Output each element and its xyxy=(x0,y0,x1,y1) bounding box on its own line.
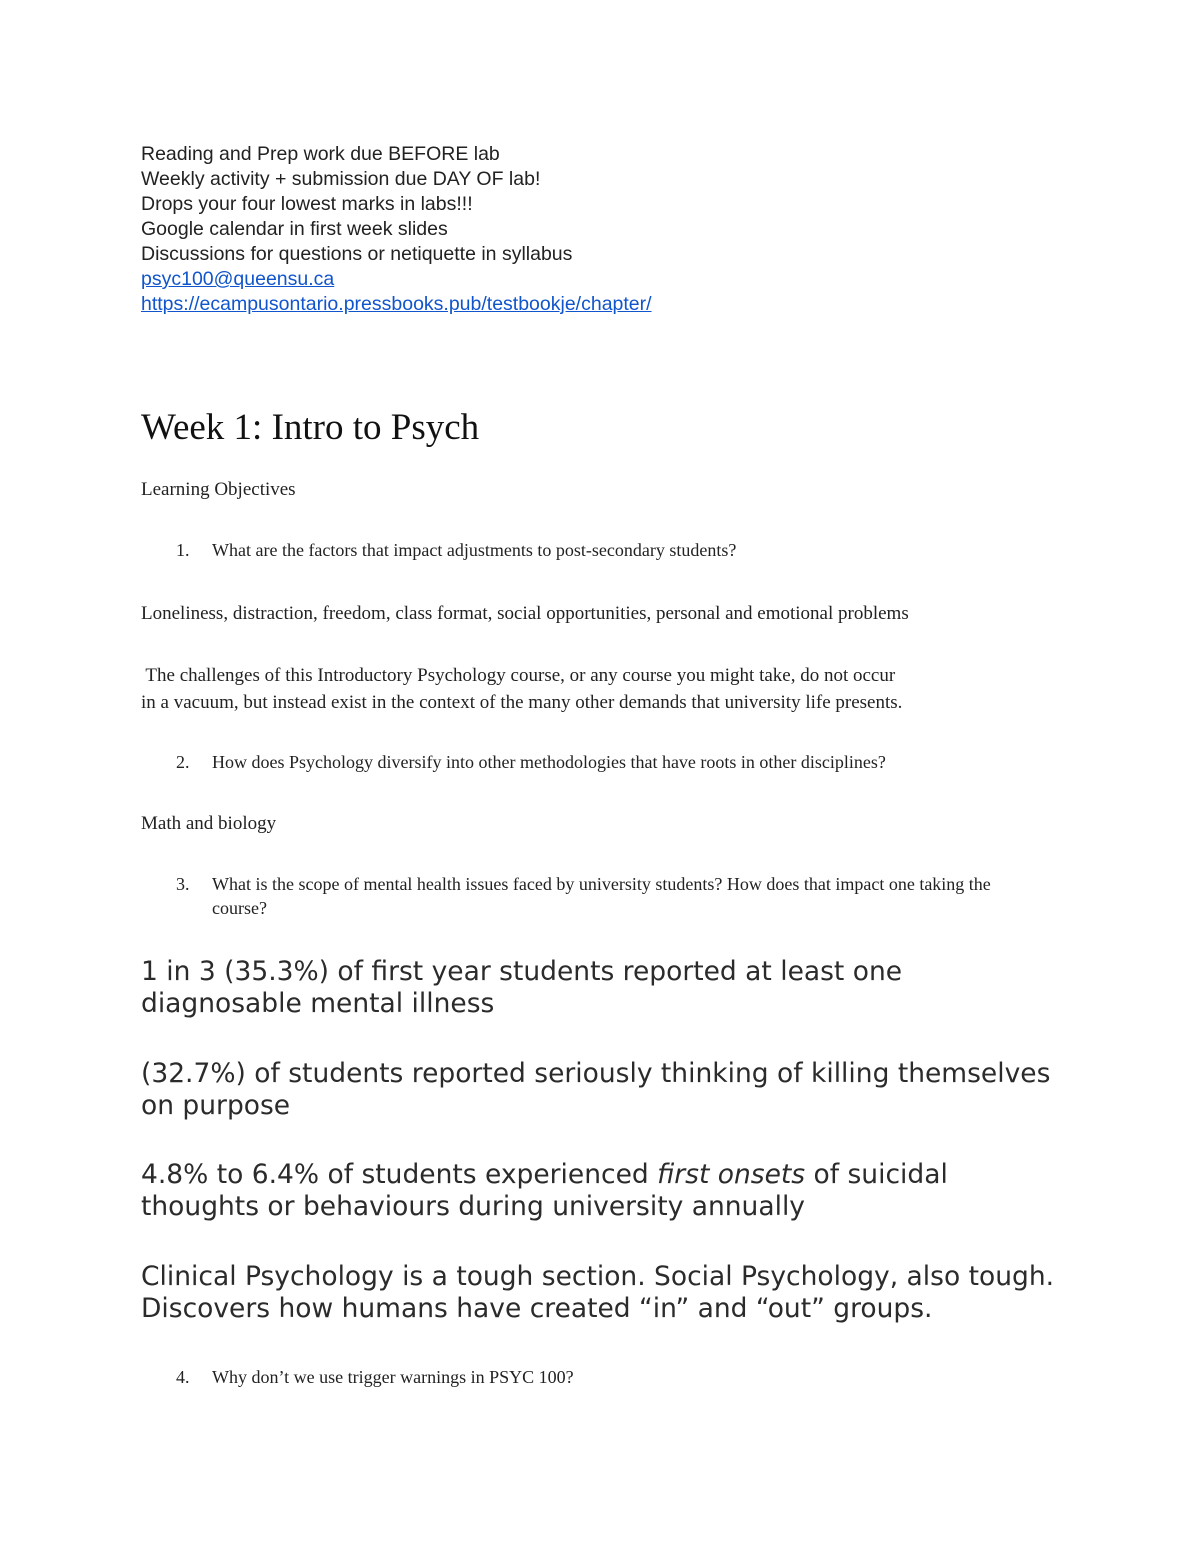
list-item xyxy=(176,538,1036,562)
statistic-text xyxy=(141,1159,1071,1223)
answer-text: Math and biology xyxy=(141,813,277,834)
page-title: Week 1: Intro to Psych xyxy=(141,407,480,448)
list-number: 2. xyxy=(176,752,190,772)
email-link[interactable]: psyc100@queensu.ca xyxy=(141,268,335,290)
list-text: How does Psychology diversify into other methodologies that have roots in other disciplines? xyxy=(212,752,886,772)
chapter-url-link[interactable]: https://ecampusontario.pressbooks.pub/testbookje/chapter/ xyxy=(141,293,652,315)
list-text: What is the scope of mental health issues faced by university students? How does that impact one taking the course? xyxy=(212,874,991,918)
list-item xyxy=(176,872,1036,920)
list-text: What are the factors that impact adjustments to post-secondary students? xyxy=(212,540,737,560)
list-number: 3. xyxy=(176,874,190,894)
intro-line: Drops your four lowest marks in labs!!! xyxy=(141,193,473,215)
note-text: Clinical Psychology is a tough section. Social Psychology, also tough. Discovers how humans have created “in” and “out” groups. xyxy=(141,1261,1055,1324)
document-page xyxy=(141,0,1071,1553)
emphasis-text: first onsets xyxy=(657,1159,806,1190)
intro-line: Reading and Prep work due BEFORE lab xyxy=(141,143,500,165)
list-text: Why don’t we use trigger warnings in PSYC 100? xyxy=(212,1367,574,1387)
intro-line: Weekly activity + submission due DAY OF lab! xyxy=(141,168,541,190)
paragraph-line: in a vacuum, but instead exist in the context of the many other demands that university life presents. xyxy=(141,692,903,713)
list-item xyxy=(176,750,1036,774)
statistic-text-part: 4.8% to 6.4% of students experienced xyxy=(141,1159,658,1190)
paragraph-line: The challenges of this Introductory Psychology course, or any course you might take, do not occur xyxy=(141,665,896,686)
intro-notes xyxy=(141,142,652,317)
intro-line: Google calendar in first week slides xyxy=(141,218,448,240)
section-subheading: Learning Objectives xyxy=(141,479,296,500)
list-item xyxy=(176,1365,1036,1389)
list-number: 4. xyxy=(176,1367,190,1387)
list-number: 1. xyxy=(176,540,190,560)
answer-text: Loneliness, distraction, freedom, class format, social opportunities, personal and emotional problems xyxy=(141,603,909,624)
statistic-text-part: of suicidal thoughts or behaviours during university annually xyxy=(141,1159,948,1222)
intro-line: Discussions for questions or netiquette in syllabus xyxy=(141,243,573,265)
statistic-text: 1 in 3 (35.3%) of first year students reported at least one diagnosable mental illness xyxy=(141,956,903,1019)
statistic-text: (32.7%) of students reported seriously thinking of killing themselves on purpose xyxy=(141,1058,1051,1121)
